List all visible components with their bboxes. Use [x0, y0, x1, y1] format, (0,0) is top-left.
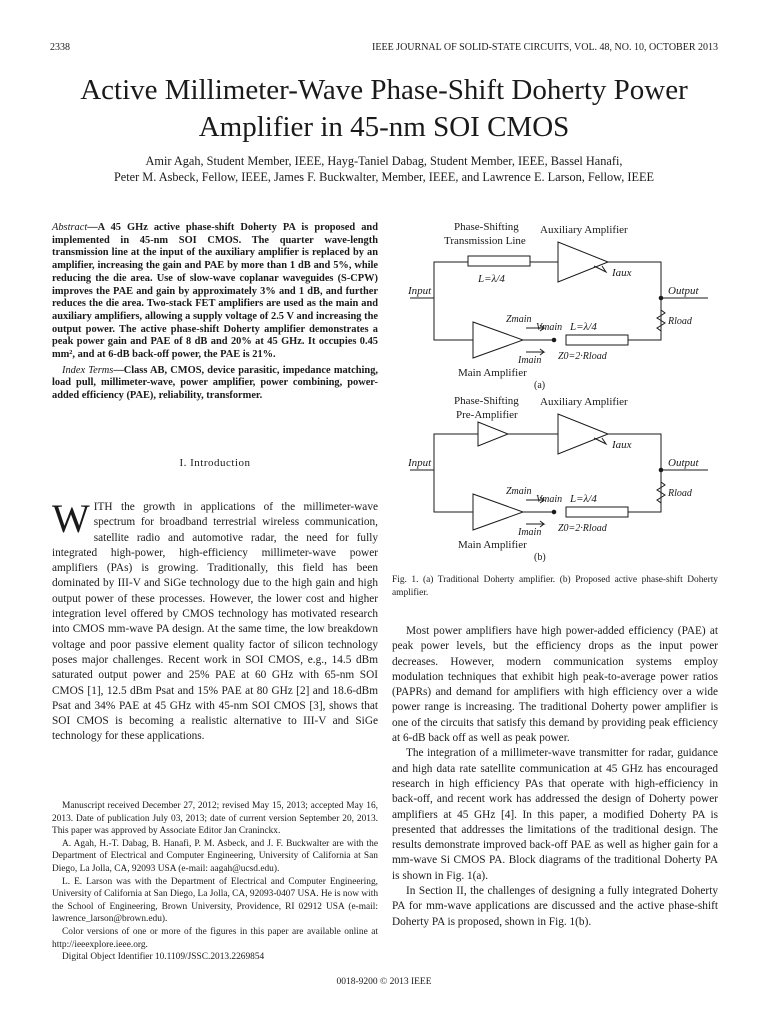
fig-b-label-top-2: Pre-Amplifier — [456, 409, 518, 421]
abstract — [52, 222, 378, 403]
fig-a-tl-label: L=λ/4 — [478, 273, 505, 285]
right-column-text — [392, 624, 718, 930]
drop-cap: W — [52, 496, 90, 541]
copyright-footer: 0018-9200 © 2013 IEEE — [336, 977, 432, 987]
title-line-1: Active Millimeter-Wave Phase-Shift Doherty Power — [80, 74, 688, 106]
fig-a-label-top-2: Transmission Line — [444, 235, 526, 247]
fig-b-tl2-label: L=λ/4 — [570, 493, 597, 505]
fig-b-output: Output — [668, 457, 699, 469]
author-list — [0, 153, 768, 185]
figure-1b-labels — [407, 395, 700, 563]
figure-1 — [398, 218, 718, 568]
figure-caption: Fig. 1. (a) Traditional Doherty amplifier. (b) Proposed active phase-shift Doherty amplifier. — [392, 575, 718, 598]
authors-line-1: Amir Agah, Student Member, IEEE, Hayg-Taniel Dabag, Student Member, IEEE, Bassel Hanafi, — [145, 154, 623, 168]
fig-a-main-label: Main Amplifier — [458, 367, 527, 379]
index-terms-label: Index Terms — [62, 364, 114, 376]
fig-a-sublabel: (a) — [534, 380, 546, 391]
figure-1b — [410, 414, 708, 530]
fig-a-z0: Z0=2·Rload — [558, 351, 607, 362]
body-paragraph: The integration of a millimeter-wave transmitter for radar, guidance and high data rate satellite communication at 45 GHz has encouraged research in high efficiency PAs that operate with high-efficiency in back-off, and recent work has addressed the design of Doherty power amplifiers at 45 GHz [4]. In this paper, a modified Doherty PA is presented that addresses the limitations of the traditional design. The results demonstrate improved back-off PAE as well as higher gain for a mm-wave Si CMOS PA. Block diagrams of the traditional Doherty PA is shown in Fig. 1(a). — [392, 747, 718, 882]
footnote: Color versions of one or more of the figures in this paper are available online at http://ieeexplore.ieee.org. — [52, 926, 378, 950]
authors-line-2: Peter M. Asbeck, Fellow, IEEE, James F. Buckwalter, Member, IEEE, and Lawrence E. Larson, Fellow, IEEE — [113, 170, 655, 184]
page-number: 2338 — [50, 42, 70, 53]
fig-b-aux-label: Auxiliary Amplifier — [540, 396, 628, 408]
section-heading: I. Introduction — [179, 457, 251, 469]
intro-text: ITH the growth in applications of the millimeter-wave spectrum for broadband terrestrial wireless communication, satellite radio and automotive radar, the need for fully integrated high-power, high-efficiency millimeter-wave power amplifiers (PAs) is growing. Traditionally, this field has been dominated by III-V and SiGe technology due to the high gain and high output power of these processes. However, the lower cost and higher integration level offered by CMOS technology has motivated research into CMOS mm-wave PA design. At the same time, the low breakdown voltage and poor passive element quality factor of silicon technology poses major challenges. Recent work in SOI CMOS, e.g., 14.5 dBm saturated output power and 25% PAE at 60 GHz with 65-nm SOI CMOS [1], 12.5 dBm Psat and 15% PAE at 80 GHz [2] and 18.6-dBm Psat and 34% PAE at 45 GHz with 45-nm SOI CMOS [3], shows that SOI CMOS is becoming a realistic alternative to III-V and SiGe technology for these applications. — [52, 501, 378, 743]
fig-b-rload: Rload — [668, 488, 692, 499]
figure-1a — [410, 242, 708, 358]
body-paragraph: In Section II, the challenges of designing a fully integrated Doherty PA for mm-wave applications are discussed and the active phase-shift Doherty PA is proposed, shown in Fig. 1(b). — [392, 885, 718, 928]
figure-1a-labels — [407, 221, 700, 391]
footnote: A. Agah, H.-T. Dabag, B. Hanafi, P. M. Asbeck, and J. F. Buckwalter are with the Department of Electrical and Computer Engineering, University of California at San Diego, La Jolla, CA, 92093 USA (e-mail: aagah@ucsd.edu). — [52, 838, 378, 874]
abstract-text: —A 45 GHz active phase-shift Doherty PA is proposed and implemented in 45-nm SOI CMOS. The quarter wave-length transmission line at the input of the auxiliary amplifier is replaced by an amplifier, increasing the gain and PAE by more than 1 dB and 5%, while reducing the die area. Use of slow-wave coplanar waveguides (S-CPW) improves the PAE and gain by approximately 3% and 1 dB, and further reduces the die area. Two-stack FET amplifiers are used as the main and auxiliary amplifiers, allowing a supply voltage of 2.5 V and increasing the output power. The active phase-shift Doherty amplifier demonstrates a peak power gain and PAE of 8 dB and 20% at 45 GHz. It occupies 0.45 mm², and at 6-dB back-off power, the PAE is 21%. — [52, 222, 378, 361]
fig-a-output: Output — [668, 285, 699, 297]
fig-b-zmain: Zmain — [506, 486, 532, 497]
footnote: Manuscript received December 27, 2012; revised May 15, 2013; accepted May 16, 2013. Date of publication July 03, 2013; date of current version September 20, 2013. This paper was approved by Associate Editor Jan Craninckx. — [52, 801, 378, 837]
abstract-label: Abstract — [52, 222, 88, 233]
footnote: Digital Object Identifier 10.1109/JSSC.2013.2269854 — [62, 952, 265, 963]
fig-b-imain: Imain — [518, 527, 542, 538]
fig-a-label-top-1: Phase-Shifting — [454, 221, 519, 233]
title-line-2: Amplifier in 45-nm SOI CMOS — [198, 111, 570, 143]
footnotes — [52, 800, 378, 964]
fig-b-sublabel: (b) — [534, 552, 546, 563]
paper-title — [0, 72, 768, 146]
footnote: L. E. Larson was with the Department of Electrical and Computer Engineering, University of California at San Diego, La Jolla, CA, 92093-0407 USA. He is now with the School of Engineering, Brown University, Providence, RI 02912 USA (e-mail: lawrence_larson@brown.edu). — [52, 876, 379, 925]
journal-header: IEEE JOURNAL OF SOLID-STATE CIRCUITS, VOL. 48, NO. 10, OCTOBER 2013 — [372, 42, 718, 53]
fig-b-main-label: Main Amplifier — [458, 539, 527, 551]
fig-a-aux-label: Auxiliary Amplifier — [540, 224, 628, 236]
fig-a-rload: Rload — [668, 316, 692, 327]
body-paragraph: Most power amplifiers have high power-added efficiency (PAE) at peak power levels, but the efficiency drops as the input power decreases. However, modern communication systems employ modulation techniques that exhibit high peak-to-average power ratios (PAPRs) and demand for amplifiers with high efficiency over a wide power range is increasing. The traditional Doherty power amplifier is one of the circuits that satisfy this demand by providing peak efficiency at 6-dB back off as well as peak power. — [392, 625, 718, 745]
index-terms-text: —Class AB, CMOS, device parasitic, impedance matching, load pull, millimeter-wave, power amplifier, power combining, power-added efficiency (PAE), reliability, transformer. — [52, 364, 378, 402]
fig-b-input: Input — [408, 457, 432, 469]
fig-a-tl2-label: L=λ/4 — [570, 321, 597, 333]
fig-b-label-top-1: Phase-Shifting — [454, 395, 519, 407]
fig-a-imain: Imain — [518, 355, 542, 366]
fig-b-iaux: Iaux — [612, 439, 632, 451]
intro-paragraph — [52, 496, 378, 745]
fig-a-iaux: Iaux — [612, 267, 632, 279]
fig-b-z0: Z0=2·Rload — [558, 523, 607, 534]
fig-a-zmain: Zmain — [506, 314, 532, 325]
fig-b-vmain: Vmain — [536, 494, 563, 505]
fig-a-input: Input — [408, 285, 432, 297]
fig-a-vmain: Vmain — [536, 322, 563, 333]
